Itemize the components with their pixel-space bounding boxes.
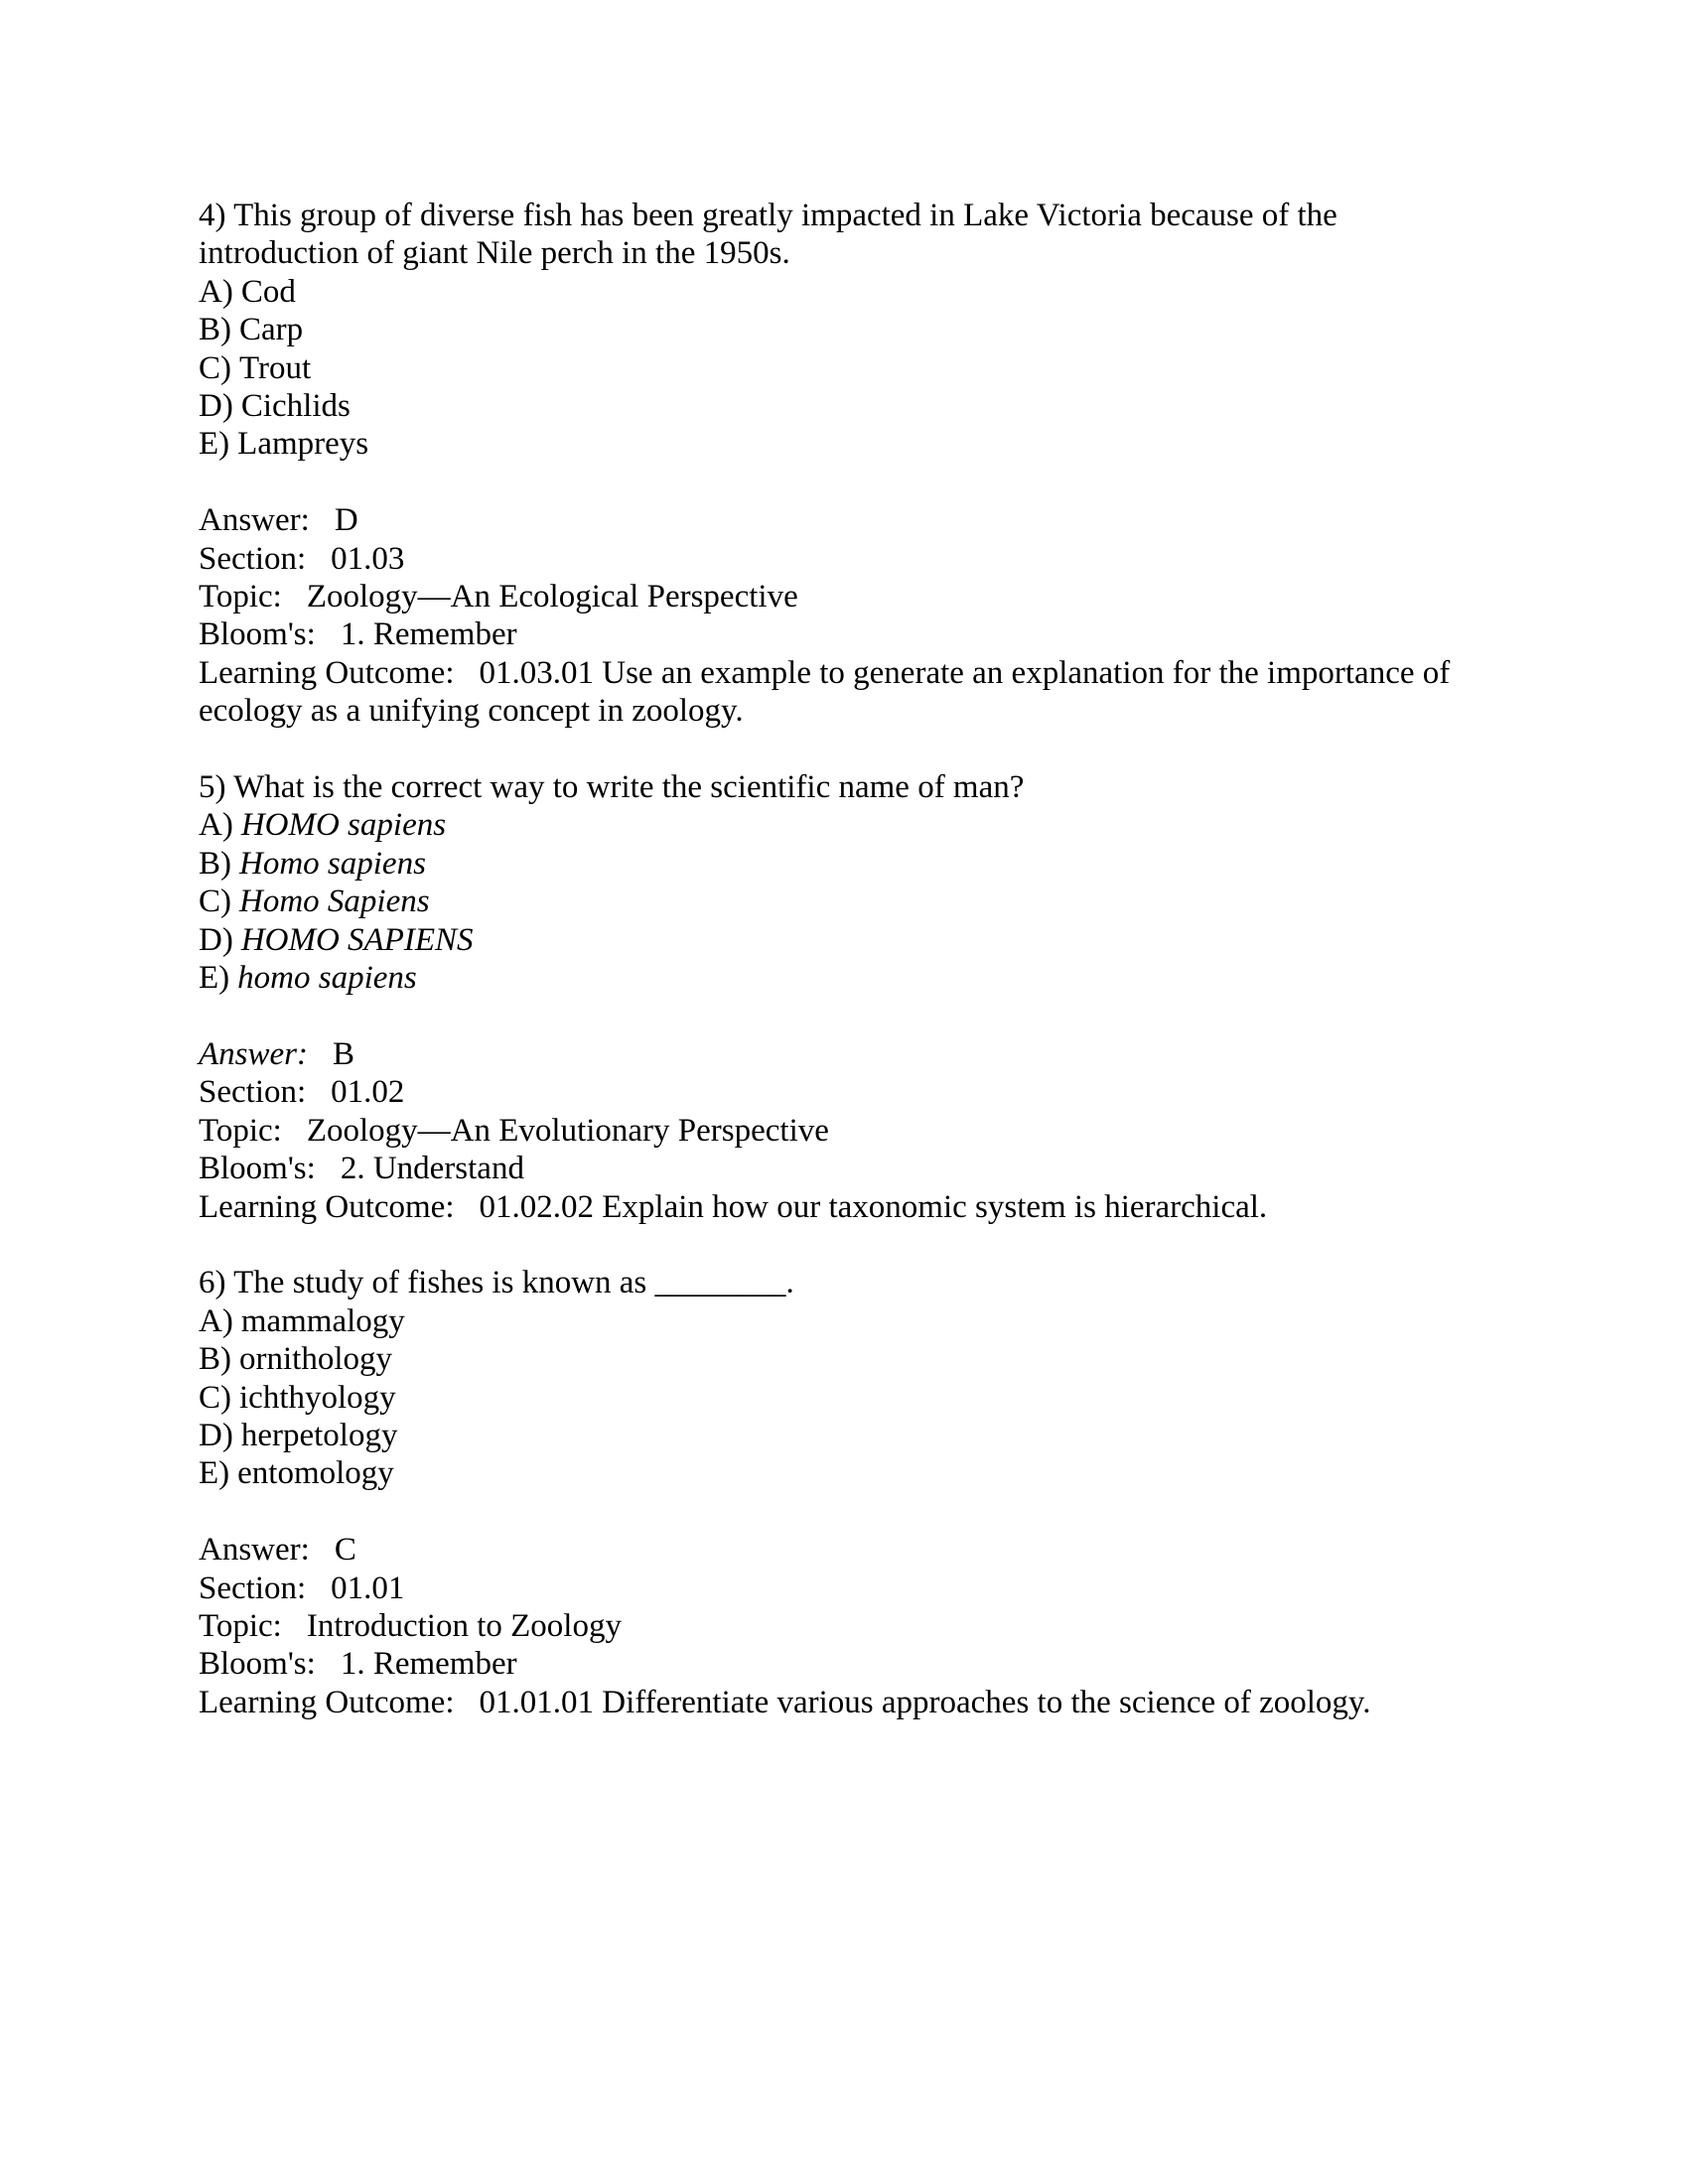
option-text: entomology xyxy=(237,1455,394,1492)
option-text: ichthyology xyxy=(239,1379,396,1416)
section-value: 01.01 xyxy=(331,1570,405,1606)
option-letter: A) xyxy=(199,273,233,310)
section-line xyxy=(199,1073,1549,1111)
question-block-6 xyxy=(199,1264,1549,1721)
topic-value: Zoology—An Ecological Perspective xyxy=(306,579,798,615)
blooms-line xyxy=(199,1645,1549,1683)
option-text: Cichlids xyxy=(240,388,351,425)
learning-outcome-label: Learning Outcome: xyxy=(199,1188,455,1225)
option-row xyxy=(199,387,1549,425)
option-letter: B) xyxy=(199,312,231,348)
option-text: herpetology xyxy=(240,1417,398,1453)
learning-outcome-text: 01.01.01 Differentiate various approaches to the science of zoology. xyxy=(479,1684,1371,1720)
answer-line xyxy=(199,501,1549,539)
section-value: 01.03 xyxy=(331,540,405,577)
option-letter: D) xyxy=(199,388,233,425)
question-block-4 xyxy=(199,197,1549,768)
learning-outcome-continuation: ecology as a unifying concept in zoology. xyxy=(199,693,744,730)
option-row xyxy=(199,883,1549,920)
option-row xyxy=(199,425,1549,463)
section-line xyxy=(199,1570,1549,1607)
answer-value: B xyxy=(333,1035,355,1072)
section-label: Section: xyxy=(199,1074,307,1111)
option-row xyxy=(199,959,1549,997)
option-letter: E) xyxy=(199,426,230,463)
answer-value: D xyxy=(334,502,358,539)
learning-outcome-line xyxy=(199,1684,1549,1721)
option-letter: A) xyxy=(199,1302,233,1339)
question-stem-line: 5) What is the correct way to write the scientific name of man? xyxy=(199,769,1025,806)
option-row xyxy=(199,1302,1549,1340)
section-line xyxy=(199,540,1549,578)
answer-label: Answer: xyxy=(199,1035,308,1072)
option-text: HOMO sapiens xyxy=(240,807,447,844)
blooms-line xyxy=(199,1150,1549,1187)
question-stem-line: 4) This group of diverse fish has been greatly impacted in Lake Victoria because of the xyxy=(199,198,1337,233)
option-row xyxy=(199,806,1549,844)
blank-line xyxy=(199,1493,1549,1531)
blooms-value: 1. Remember xyxy=(340,616,517,653)
answer-label: Answer: xyxy=(199,502,310,539)
option-letter: A) xyxy=(199,807,233,844)
option-letter: E) xyxy=(199,960,230,997)
option-letter: D) xyxy=(199,921,233,958)
topic-label: Topic: xyxy=(199,1607,282,1644)
blooms-label: Bloom's: xyxy=(199,1151,316,1187)
blank-line xyxy=(199,731,1549,768)
question-stem-line: 6) The study of fishes is known as ________. xyxy=(199,1265,794,1301)
option-row xyxy=(199,921,1549,959)
option-row xyxy=(199,1340,1549,1378)
answer-line xyxy=(199,1531,1549,1569)
option-text: Lampreys xyxy=(237,426,369,463)
option-letter: E) xyxy=(199,1455,230,1492)
option-row xyxy=(199,1379,1549,1417)
option-letter: B) xyxy=(199,845,231,882)
option-text: Homo Sapiens xyxy=(239,884,430,920)
option-letter: B) xyxy=(199,1341,231,1378)
blank-line xyxy=(199,998,1549,1035)
option-row xyxy=(199,349,1549,387)
option-text: ornithology xyxy=(239,1341,392,1378)
learning-outcome-label: Learning Outcome: xyxy=(199,1684,455,1720)
option-text: homo sapiens xyxy=(237,960,417,997)
topic-line xyxy=(199,1607,1549,1645)
blooms-label: Bloom's: xyxy=(199,1646,316,1683)
learning-outcome-line xyxy=(199,1188,1549,1226)
section-value: 01.02 xyxy=(331,1074,405,1111)
topic-label: Topic: xyxy=(199,1112,282,1149)
answer-label: Answer: xyxy=(199,1532,310,1569)
option-text: Cod xyxy=(240,273,296,310)
topic-line xyxy=(199,578,1549,615)
blooms-value: 2. Understand xyxy=(340,1151,524,1187)
answer-line xyxy=(199,1035,1549,1073)
blank-line xyxy=(199,1226,1549,1264)
blank-line xyxy=(199,464,1549,501)
option-row xyxy=(199,1454,1549,1492)
option-letter: C) xyxy=(199,349,231,386)
question-stem-line: introduction of giant Nile perch in the 1950s. xyxy=(199,235,790,272)
topic-value: Zoology—An Evolutionary Perspective xyxy=(306,1112,829,1149)
answer-value: C xyxy=(334,1532,356,1569)
option-text: Trout xyxy=(239,349,312,386)
section-label: Section: xyxy=(199,540,307,577)
option-row xyxy=(199,311,1549,348)
option-letter: C) xyxy=(199,1379,231,1416)
section-label: Section: xyxy=(199,1570,307,1606)
option-letter: D) xyxy=(199,1417,233,1453)
blooms-line xyxy=(199,615,1549,653)
learning-outcome-line xyxy=(199,654,1549,692)
topic-value: Introduction to Zoology xyxy=(306,1607,622,1644)
blooms-label: Bloom's: xyxy=(199,616,316,653)
topic-line xyxy=(199,1112,1549,1150)
option-row xyxy=(199,273,1549,311)
option-letter: C) xyxy=(199,884,231,920)
learning-outcome-label: Learning Outcome: xyxy=(199,654,455,691)
option-text: Homo sapiens xyxy=(239,845,426,882)
option-row xyxy=(199,845,1549,883)
learning-outcome-text: 01.03.01 Use an example to generate an explanation for the importance of xyxy=(479,654,1451,691)
topic-label: Topic: xyxy=(199,579,282,615)
option-text: mammalogy xyxy=(240,1302,405,1339)
blooms-value: 1. Remember xyxy=(340,1646,517,1683)
option-row xyxy=(199,1417,1549,1454)
learning-outcome-text: 01.02.02 Explain how our taxonomic system is hierarchical. xyxy=(479,1188,1268,1225)
option-text: Carp xyxy=(239,312,304,348)
option-text: HOMO SAPIENS xyxy=(240,921,474,958)
question-block-5 xyxy=(199,768,1549,1264)
